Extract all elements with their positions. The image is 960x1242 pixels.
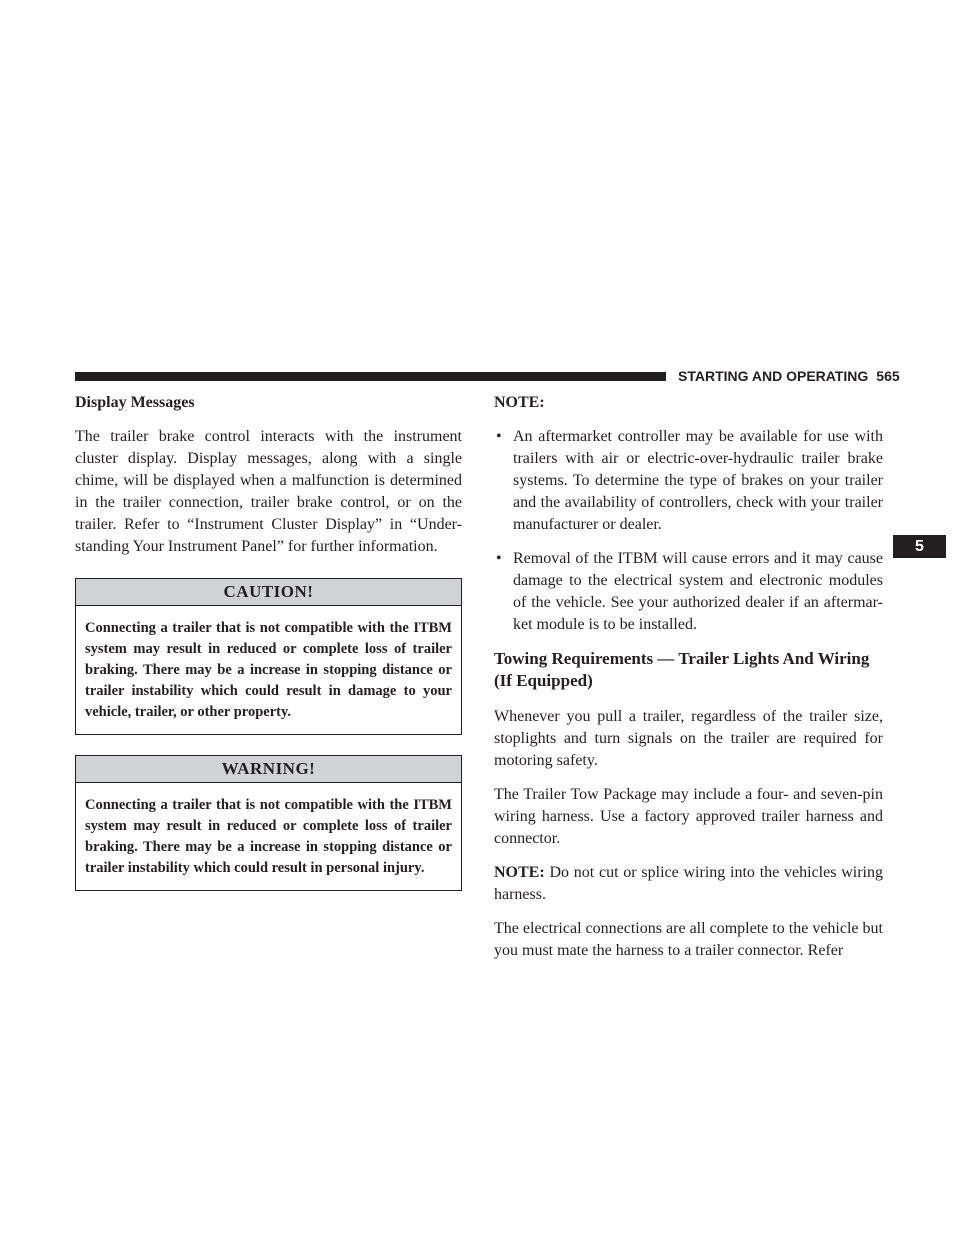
right-column (494, 392, 883, 974)
towing-paragraph-1: Whenever you pull a trailer, regardless of the trailer size, stoplights and turn signals on the trailer are required for motoring safety. (494, 708, 883, 769)
wiring-note (494, 862, 883, 906)
towing-paragraph-3: The electrical connections are all complete to the vehicle but you must mate the harness to a trailer connector. Refer (494, 920, 883, 959)
display-messages-paragraph: The trailer brake control interacts with the instrument cluster display. Display messages, along with a single chime, will be displayed when a malfunction is determined in the trailer connection, trailer brake control, or on the trailer. Refer to “Instrument Cluster Display” in “Under-standing Your Instrument Panel” for further information. (75, 428, 462, 555)
note-bullet-list (494, 426, 883, 636)
caution-box (75, 578, 462, 735)
list-item: • Removal of the ITBM will cause errors and it may cause damage to the electrical system and electronic modules of the vehicle. See your authorized dealer if an aftermar-ket module is to be installed. (494, 548, 883, 636)
running-header (678, 367, 900, 385)
warning-box (75, 755, 462, 891)
caution-title: CAUTION! (76, 579, 461, 606)
towing-paragraph-2: The Trailer Tow Package may include a four- and seven-pin wiring harness. Use a factory approved trailer harness and connector. (494, 786, 883, 847)
display-messages-heading: Display Messages (75, 394, 195, 411)
left-column (75, 392, 462, 891)
header-rule (75, 372, 666, 381)
towing-requirements-heading: Towing Requirements — Trailer Lights And Wiring (If Equipped) (494, 649, 870, 690)
note-label: NOTE: (494, 864, 545, 881)
warning-text: Connecting a trailer that is not compatible with the ITBM system may result in reduced or complete loss of trailer braking. There may be a increase in stopping distance or trailer instability which could result in personal injury. (85, 797, 452, 876)
warning-title: WARNING! (76, 756, 461, 783)
page-number: 565 (876, 368, 900, 384)
section-title: STARTING AND OPERATING (678, 368, 869, 384)
caution-text: Connecting a trailer that is not compatible with the ITBM system may result in reduced or complete loss of trailer braking. There may be a increase in stopping distance or trailer instability which could result in damage to your vehicle, trailer, or other property. (85, 620, 452, 720)
list-item: • An aftermarket controller may be available for use with trailers with air or electric-over-hydraulic trailer brake systems. To determine the type of brakes on your trailer and the availability of controllers, check with your trailer manufacturer or dealer. (494, 426, 883, 536)
chapter-tab[interactable]: 5 (893, 535, 946, 558)
note-heading: NOTE: (494, 394, 545, 411)
note-text: Do not cut or splice wiring into the vehicles wiring harness. (494, 864, 883, 903)
